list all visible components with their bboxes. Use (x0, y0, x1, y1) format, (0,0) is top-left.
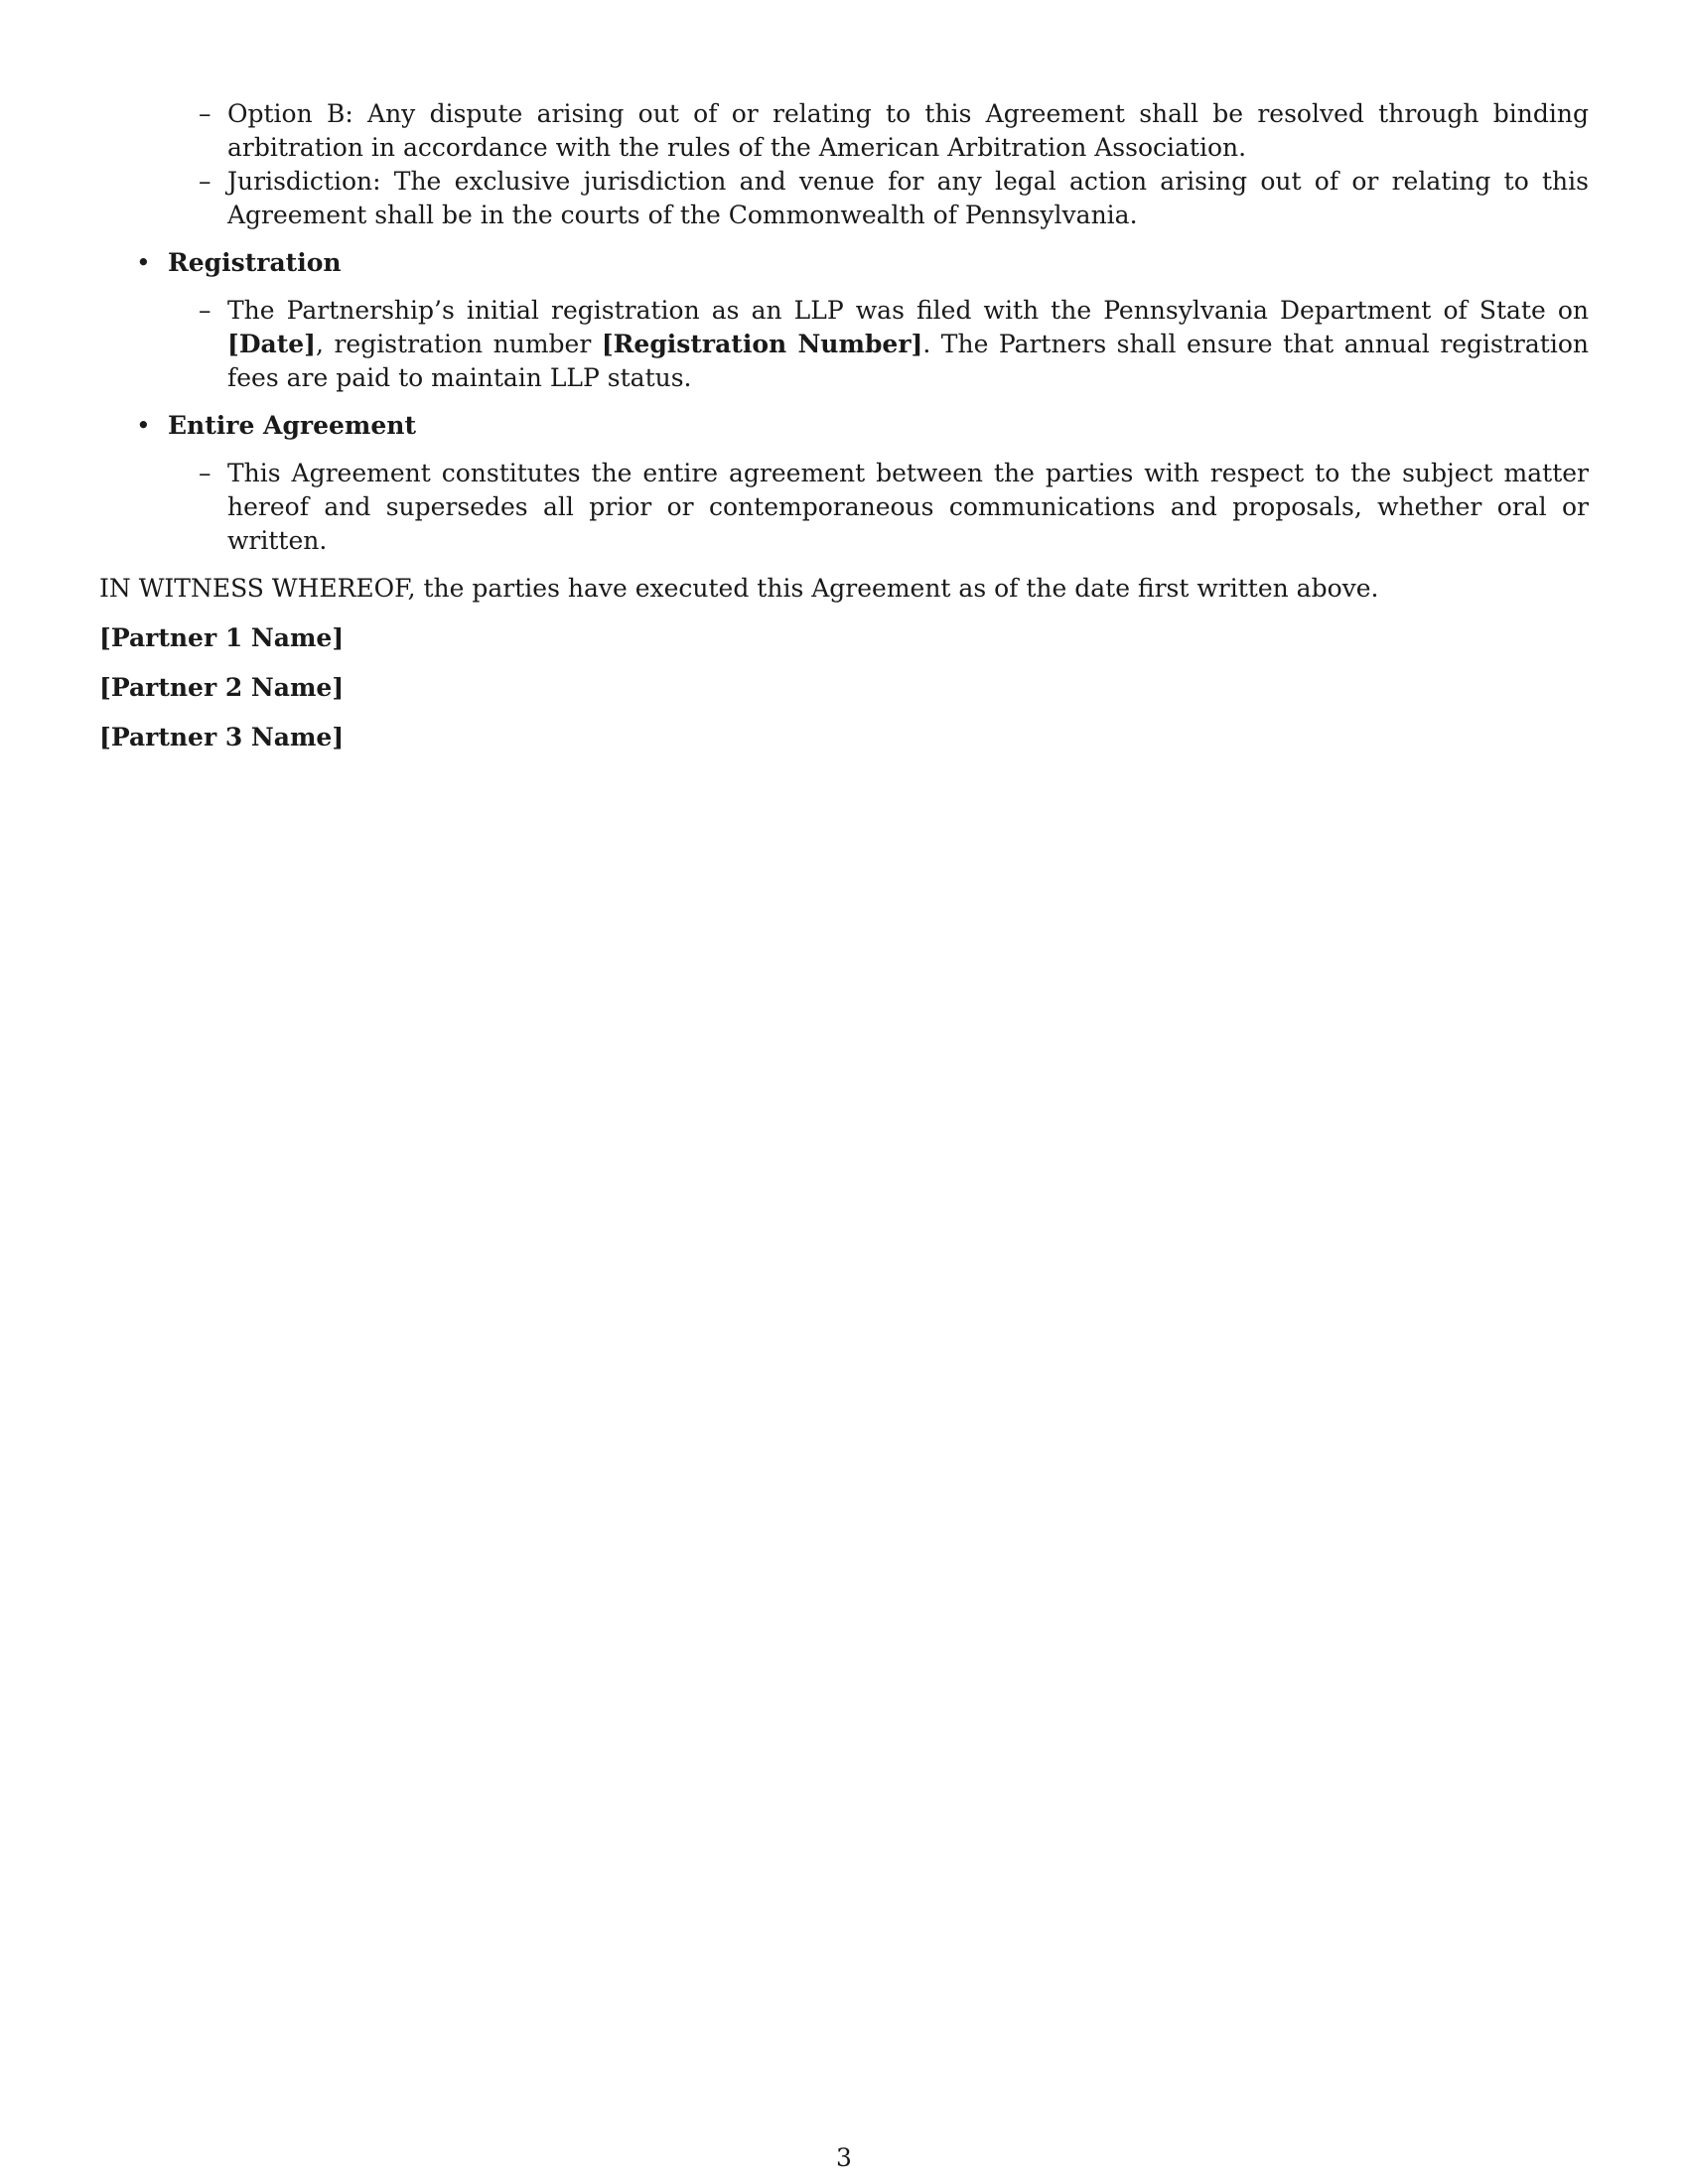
option-b-clause: – Option B: Any dispute arising out of or relating to this Agreement shall be resolved through binding arbitration in accordance with the rules of the American Arbitration Association. (227, 97, 1589, 165)
registration-list (99, 294, 1589, 395)
dispute-resolution-list (99, 97, 1589, 232)
entire-agreement-list (99, 457, 1589, 558)
jurisdiction-clause: – Jurisdiction: The exclusive jurisdiction and venue for any legal action arising out of or relating to this Agreement shall be in the courts of the Commonwealth of Pennsylvania. (227, 165, 1589, 232)
partner-2-signature: [Partner 2 Name] (99, 673, 345, 702)
registration-number-placeholder: [Registration Number] (601, 330, 923, 358)
registration-clause (227, 294, 1589, 395)
bullet-icon: • (136, 411, 151, 440)
registration-text-3: . The Partners shall ensure that annual registration fees are paid to maintain LLP status. (227, 330, 1589, 392)
date-placeholder: [Date] (227, 330, 316, 358)
registration-heading (99, 246, 1589, 280)
page-number: 3 (836, 2143, 852, 2172)
entire-agreement-clause: – This Agreement constitutes the entire agreement between the parties with respect to the subject matter hereof and supersedes all prior or contemporaneous communications and proposals, whether oral or written. (227, 457, 1589, 558)
registration-text-1: The Partnership’s initial registration as an LLP was filed with the Pennsylvania Department of State on (227, 296, 1589, 325)
partner-3-signature: [Partner 3 Name] (99, 723, 345, 751)
bullet-icon: • (136, 248, 151, 277)
witness-statement: IN WITNESS WHEREOF, the parties have executed this Agreement as of the date first written above. (99, 574, 1379, 603)
document-page (99, 97, 1589, 754)
registration-heading-text: Registration (168, 248, 342, 277)
registration-text-2: , registration number (316, 330, 602, 358)
entire-agreement-heading-text: Entire Agreement (168, 411, 416, 440)
partner-1-signature: [Partner 1 Name] (99, 623, 345, 652)
entire-agreement-heading (99, 409, 1589, 443)
